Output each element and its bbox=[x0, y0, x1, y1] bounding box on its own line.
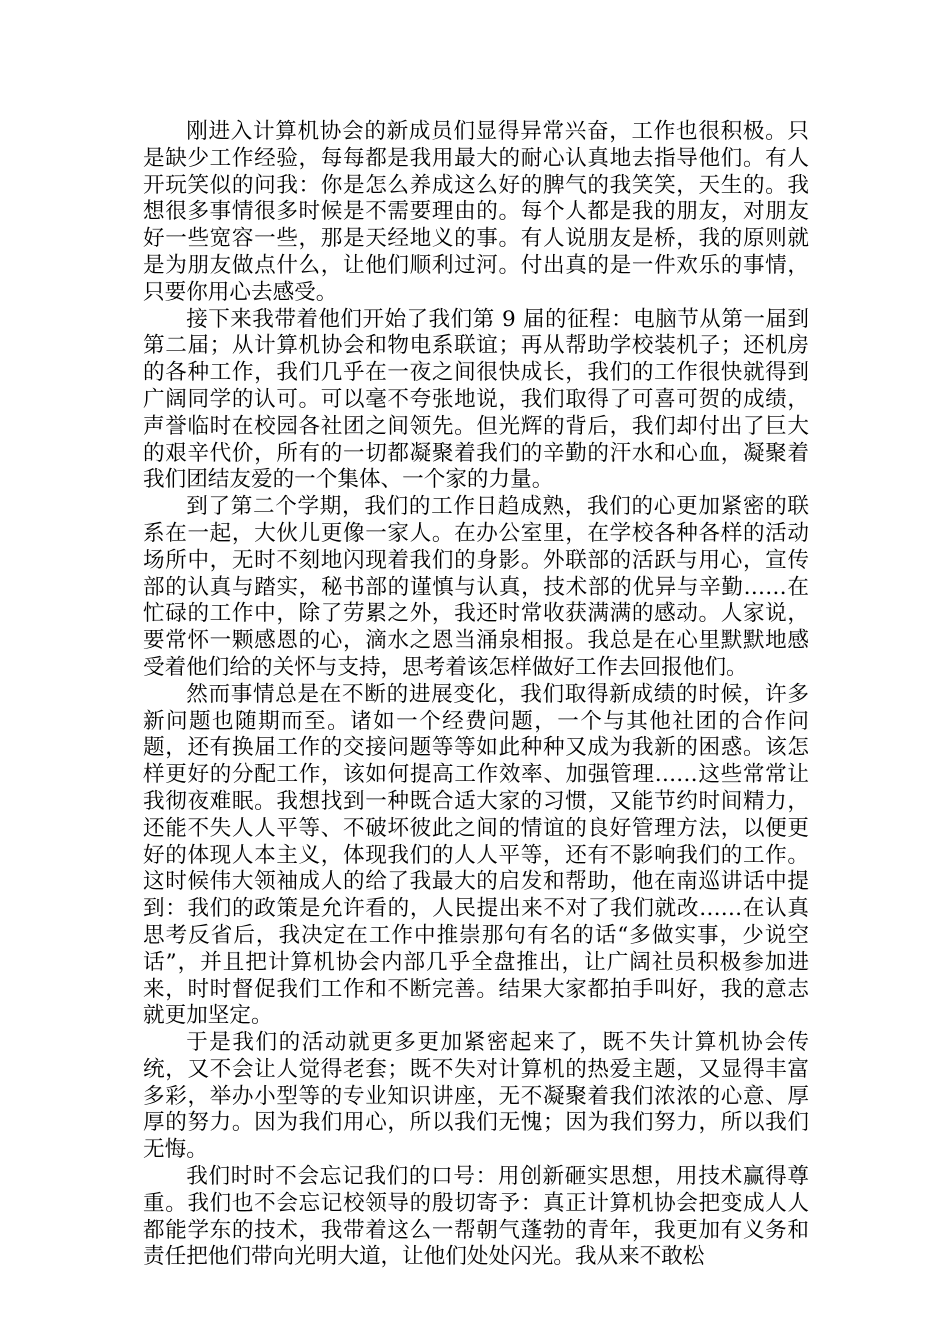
paragraph-5: 于是我们的活动就更多更加紧密起来了，既不失计算机协会传统，又不会让人觉得老套；既不失对计算机的热爱主题，又显得丰富多彩，举办小型等的专业知识讲座，无不凝聚着我们浓浓的心意、厚厚的努力。因为我们用心，所以我们无愧；因为我们努力，所以我们无悔。 bbox=[143, 1030, 809, 1163]
document-body bbox=[143, 119, 809, 1271]
paragraph-6: 我们时时不会忘记我们的口号：用创新砸实思想，用技术赢得尊重。我们也不会忘记校领导的殷切寄予：真正计算机协会把变成人人都能学东的技术，我带着这么一帮朝气蓬勃的青年，我更加有义务和责任把他们带向光明大道，让他们处处闪光。我从来不敢松 bbox=[143, 1164, 809, 1270]
paragraph-1: 刚进入计算机协会的新成员们显得异常兴奋，工作也很积极。只是缺少工作经验，每每都是我用最大的耐心认真地去指导他们。有人开玩笑似的问我：你是怎么养成这么好的脾气的我笑笑，天生的。我想很多事情很多时候是不需要理由的。每个人都是我的朋友，对朋友好一些宽容一些，那是天经地义的事。有人说朋友是桥，我的原则就是为朋友做点什么，让他们顺利过河。付出真的是一件欢乐的事情，只要你用心去感受。 bbox=[143, 119, 809, 305]
paragraph-3: 到了第二个学期，我们的工作日趋成熟，我们的心更加紧密的联系在一起，大伙儿更像一家人。在办公室里，在学校各种各样的活动场所中，无时不刻地闪现着我们的身影。外联部的活跃与用心，宣传部的认真与踏实，秘书部的谨慎与认真，技术部的优异与辛勤……在忙碌的工作中，除了劳累之外，我还时常收获满满的感动。人家说，要常怀一颗感恩的心，滴水之恩当涌泉相报。我总是在心里默默地感受着他们给的关怀与支持，思考着该怎样做好工作去回报他们。 bbox=[143, 494, 809, 680]
paragraph-4: 然而事情总是在不断的进展变化，我们取得新成绩的时候，许多新问题也随期而至。诸如一个经费问题，一个与其他社团的合作问题，还有换届工作的交接问题等等如此种种又成为我新的困惑。该怎样更好的分配工作，该如何提高工作效率、加强管理……这些常常让我彻夜难眠。我想找到一种既合适大家的习惯，又能节约时间精力，还能不失人人平等、不破坏彼此之间的情谊的良好管理方法，以便更好的体现人本主义，体现我们的人人平等，还有不影响我们的工作。这时候伟大领袖成人的给了我最大的启发和帮助，他在南巡讲话中提到：我们的政策是允许看的，人民提出来不对了我们就改……在认真思考反省后，我决定在工作中推崇那句有名的话“多做实事，少说空话”，并且把计算机协会内部几乎全盘推出，让广阔社员积极参加进来，时时督促我们工作和不断完善。结果大家都拍手叫好，我的意志就更加坚定。 bbox=[143, 681, 809, 1029]
paragraph-2: 接下来我带着他们开始了我们第 9 届的征程：电脑节从第一届到第二届；从计算机协会和物电系联谊；再从帮助学校装机子；还机房的各种工作，我们几乎在一夜之间很快成长，我们的工作很快就得到广阔同学的认可。可以毫不夸张地说，我们取得了可喜可贺的成绩，声誉临时在校园各社团之间领先。但光辉的背后，我们却付出了巨大的艰辛代价，所有的一切都凝聚着我们的辛勤的汗水和心血，凝聚着我们团结友爱的一个集体、一个家的力量。 bbox=[143, 306, 809, 493]
